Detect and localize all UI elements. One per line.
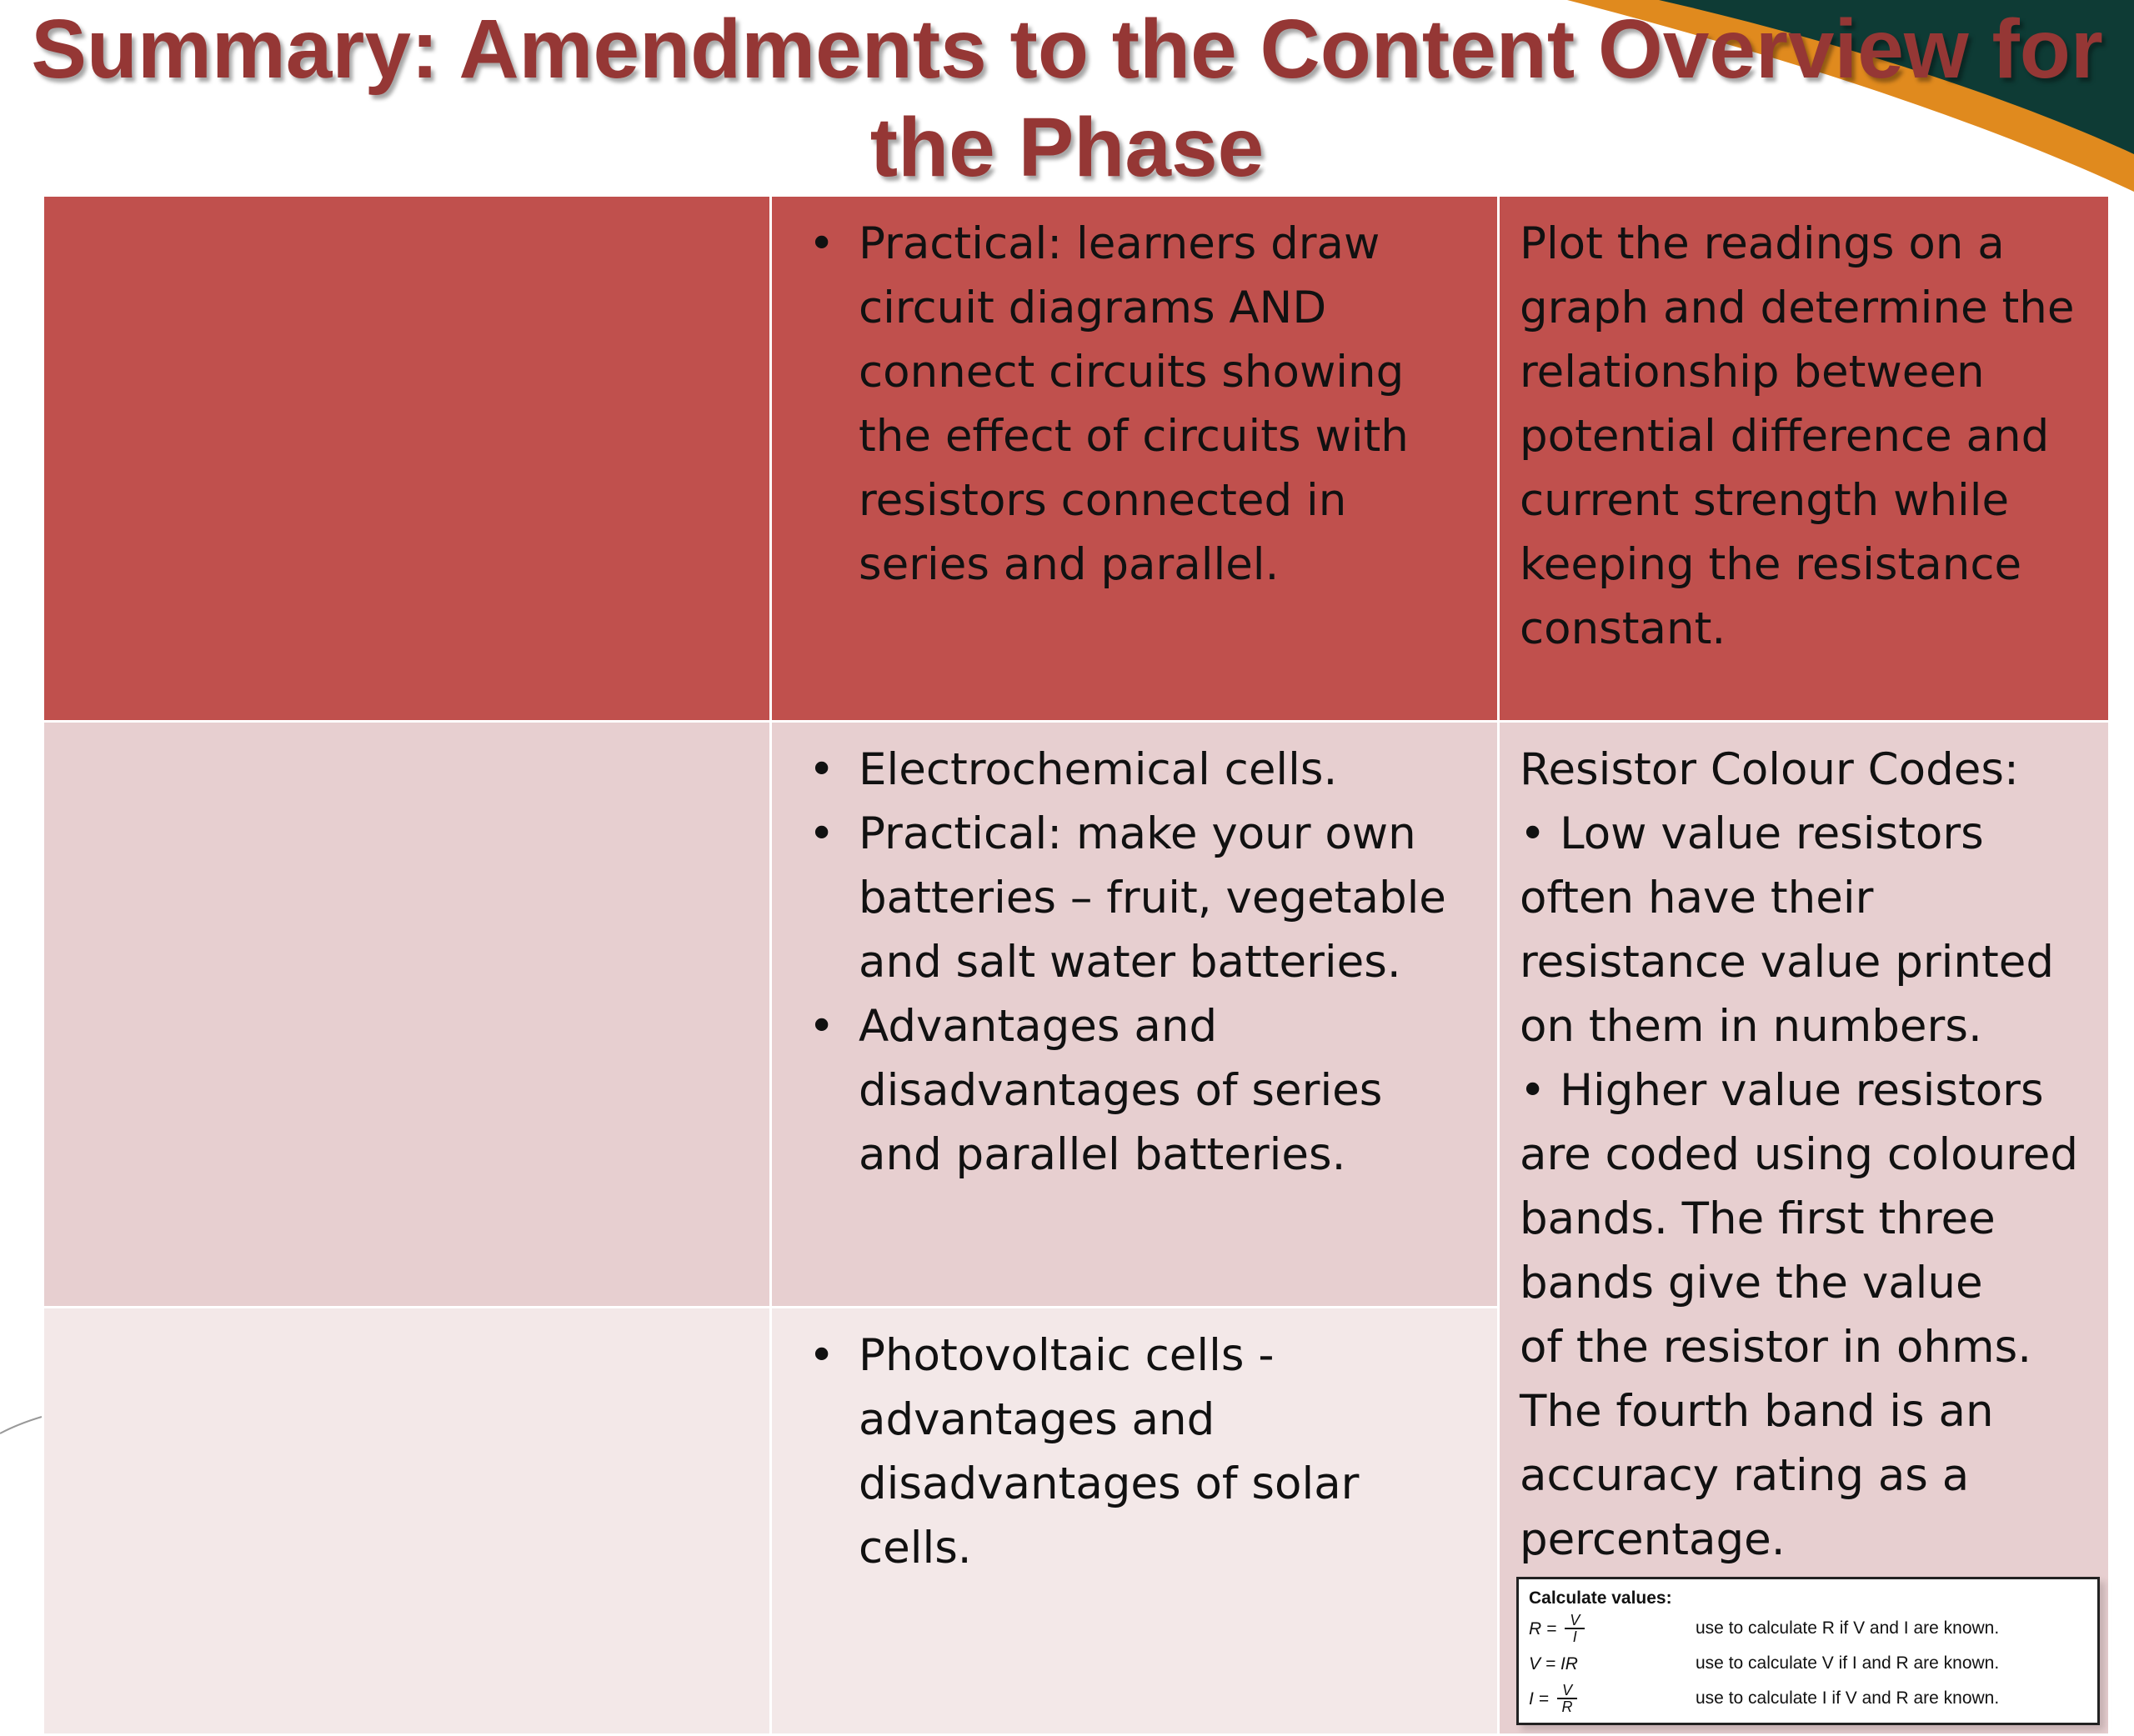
notes-line: • Higher value resistors are coded using coloured bands. The first three bands give the value [1520, 1065, 2079, 1308]
formula-description: use to calculate R if V and I are known. [1696, 1618, 2000, 1638]
list-item: • Practical: learners draw circuit diagrams AND connect circuits showing the effect of circuits with resistors connected in series and parallel. [792, 212, 1477, 597]
table-cell-notes [1499, 196, 2110, 722]
list-item: • Photovoltaic cells - advantages and disadvantages of solar cells. [792, 1323, 1477, 1580]
calc-row [1529, 1681, 2087, 1716]
fraction-denominator: I [1572, 1628, 1577, 1645]
topic-list [792, 738, 1477, 1187]
formula-lhs: V = IR [1529, 1653, 1578, 1673]
topic-list [792, 1323, 1477, 1580]
table-cell-empty [43, 196, 771, 722]
formula [1529, 1667, 1696, 1731]
formula-description: use to calculate V if I and R are known. [1696, 1653, 2000, 1673]
calc-title: Calculate values: [1529, 1588, 1672, 1608]
notes-line: • Low value resistors often have their resistance value printed on them in numbers. [1520, 808, 2055, 1052]
table-row [43, 722, 2110, 1308]
calculate-values-box [1516, 1577, 2100, 1725]
fraction-numerator: V [1557, 1683, 1577, 1699]
table-cell-notes [1499, 722, 2110, 1735]
fraction-denominator: R [1561, 1698, 1573, 1715]
fraction [1557, 1683, 1577, 1714]
table-row [43, 196, 2110, 722]
list-item: • Electrochemical cells. [792, 738, 1477, 802]
content-table [42, 194, 2111, 1736]
fraction-numerator: V [1565, 1613, 1585, 1629]
page-title: Summary: Amendments to the Content Overview for the Phase [31, 3, 2103, 194]
formula-description: use to calculate I if V and R are known. [1696, 1688, 2000, 1708]
notes-heading: Resistor Colour Codes: [1520, 744, 2019, 795]
table-cell-empty [43, 722, 771, 1308]
notes-line: of the resistor in ohms. The fourth band is an accuracy rating as a percentage. [1520, 1322, 2032, 1565]
table-cell-topics [771, 722, 1499, 1308]
notes-text: Plot the readings on a graph and determine the relationship between potential difference and current strength while keeping the resistance constant. [1520, 218, 2075, 654]
table-cell-topics [771, 1307, 1499, 1734]
table-cell-topics [771, 196, 1499, 722]
list-item: • Advantages and disadvantages of series and parallel batteries. [792, 994, 1477, 1187]
table-cell-empty [43, 1307, 771, 1734]
topic-list [792, 212, 1477, 597]
formula-lhs: R = [1529, 1618, 1557, 1638]
formula-lhs: I = [1529, 1688, 1549, 1708]
list-item: • Practical: make your own batteries – fruit, vegetable and salt water batteries. [792, 802, 1477, 994]
